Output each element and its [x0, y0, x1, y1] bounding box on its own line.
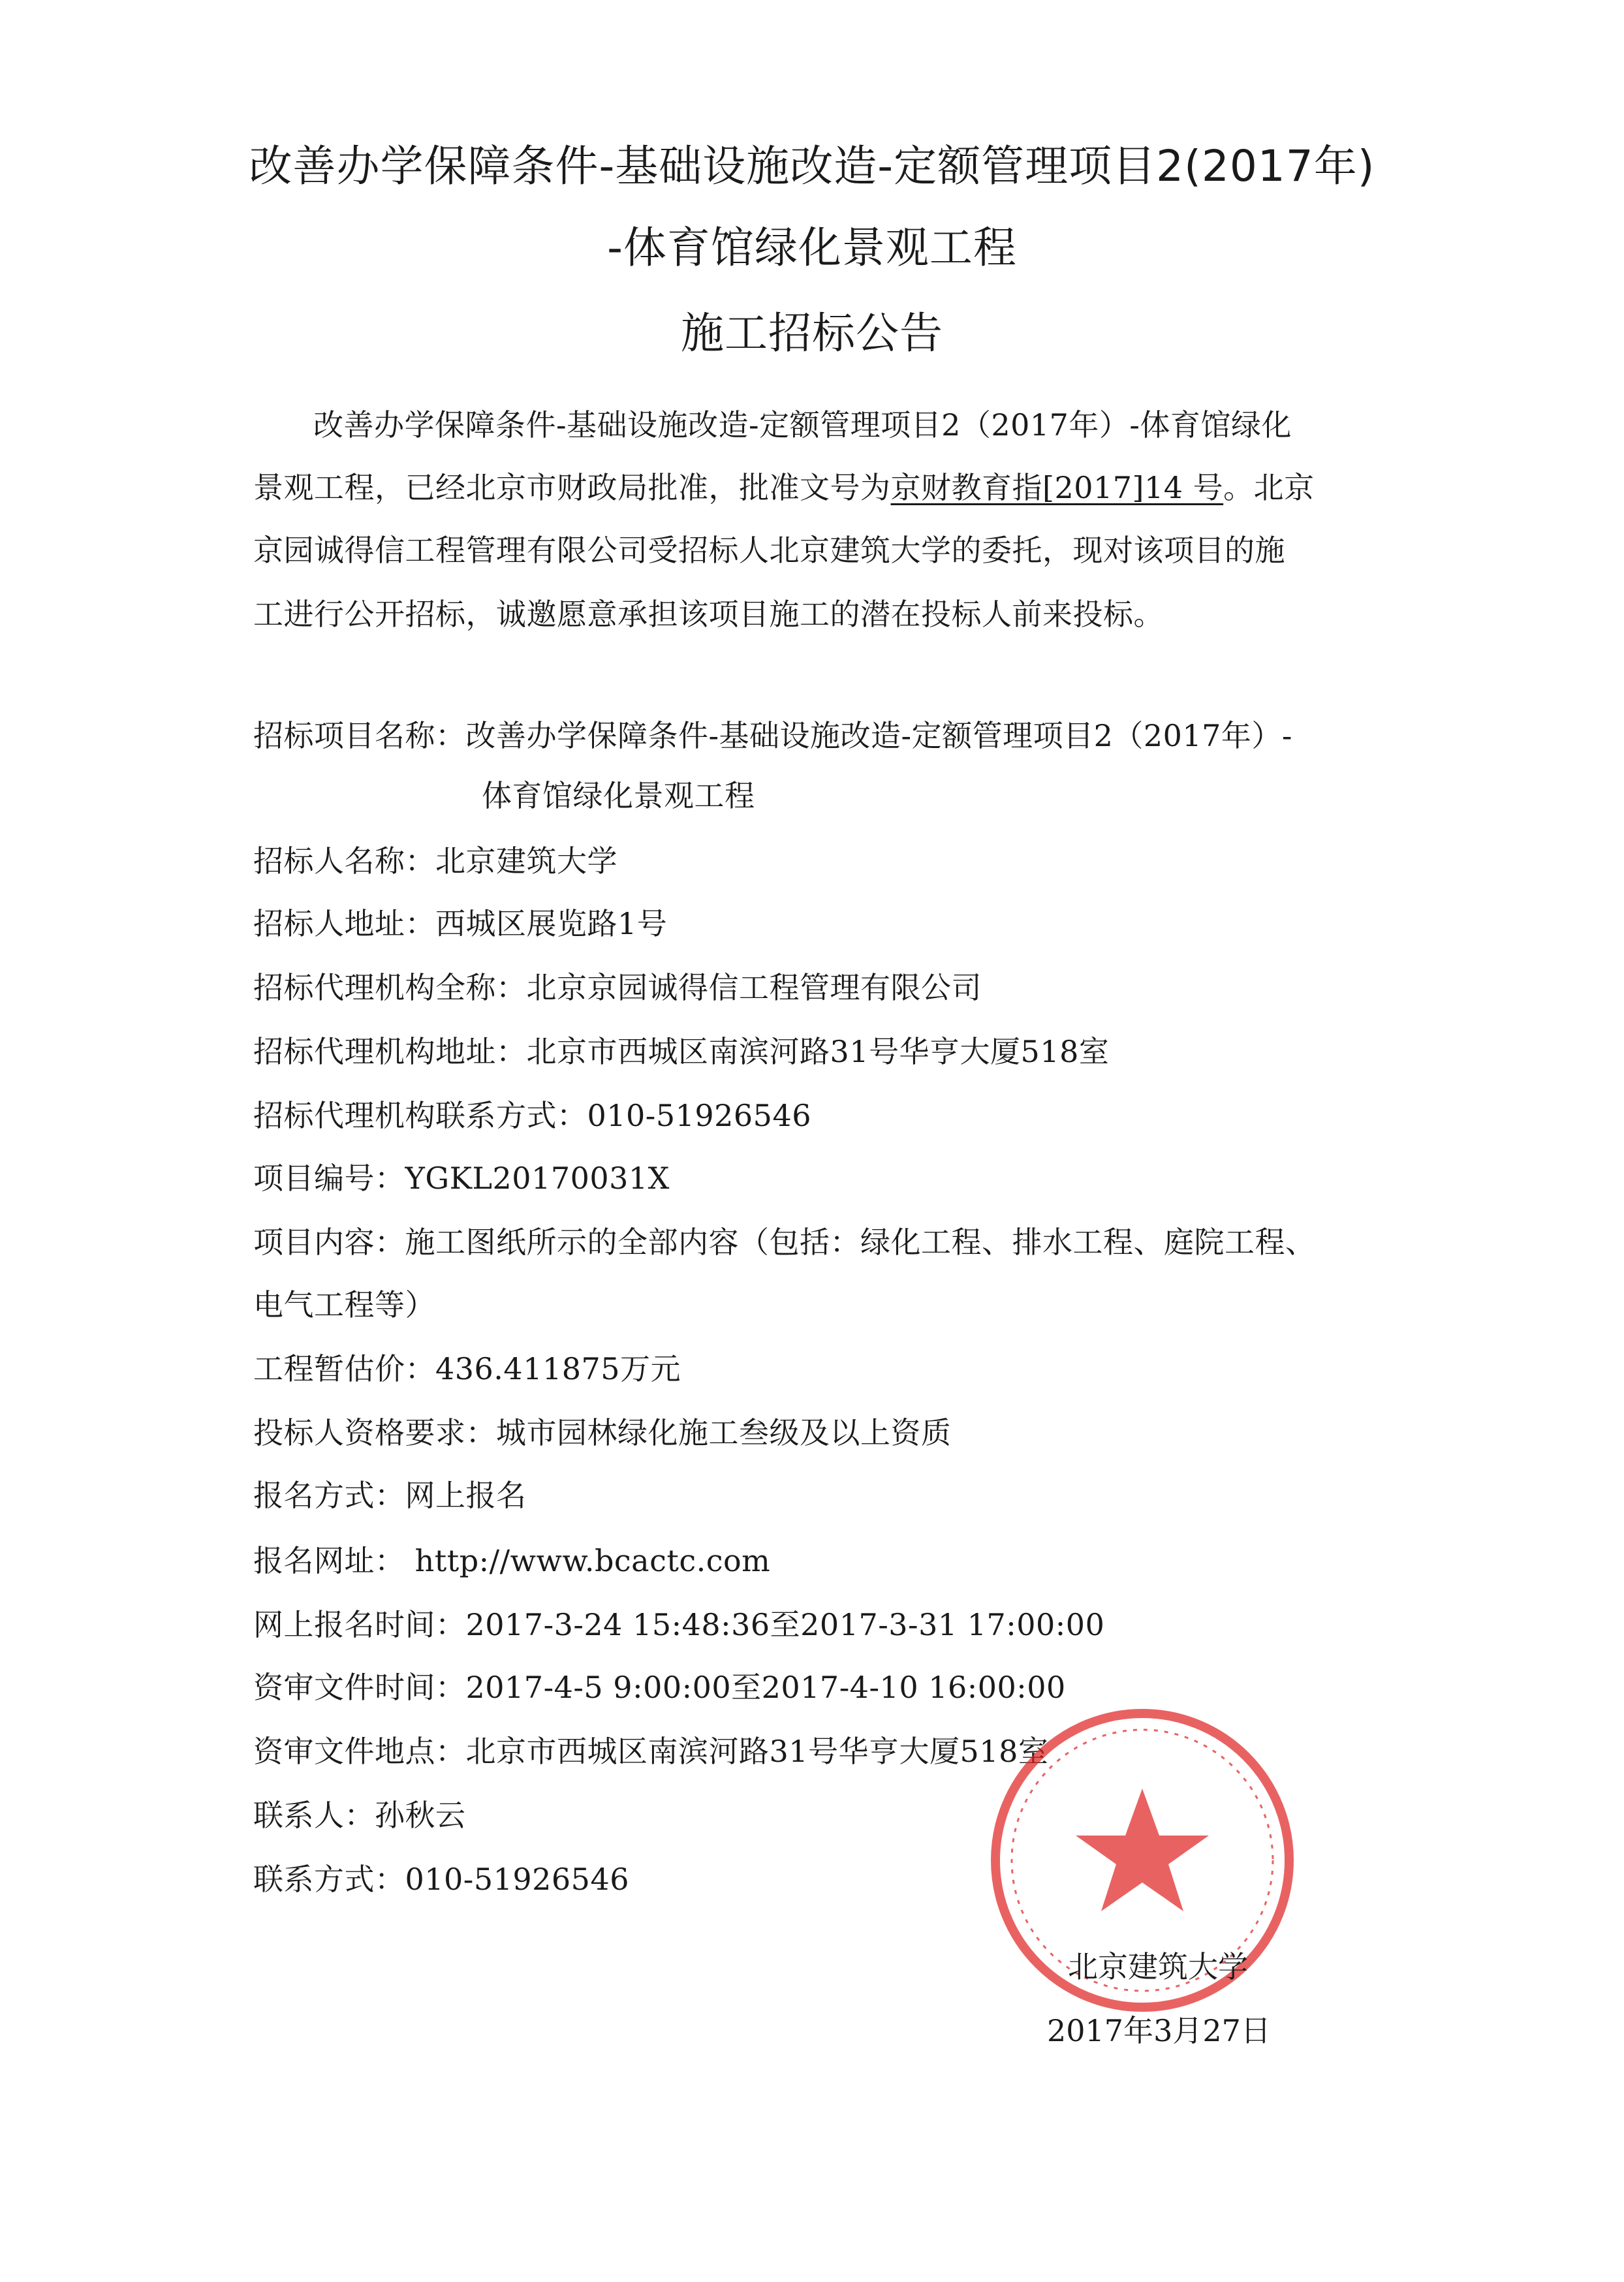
field-agency-name: 招标代理机构全称：北京京园诚得信工程管理有限公司: [253, 970, 982, 1005]
field-contact-person: 联系人：孙秋云: [253, 1798, 466, 1833]
intro-line-2: [253, 470, 1315, 505]
field-signup-method: 报名方式：网上报名: [253, 1478, 527, 1513]
seal-star-icon: [1076, 1789, 1209, 1911]
field-project-number: 项目编号：YGKL20170031X: [253, 1161, 670, 1196]
field-signup-url: 报名网址： http://www.bcactc.com: [253, 1543, 771, 1578]
approval-document-number: 京财教育指[2017]14 号: [890, 470, 1224, 505]
field-review-time: 资审文件时间：2017-4-5 9:00:00至2017-4-10 16:00:00: [253, 1670, 1066, 1705]
intro-line-2-text-b: 。北京: [1223, 470, 1315, 505]
intro-line-1: 改善办学保障条件-基础设施改造-定额管理项目2（2017年）-体育馆绿化: [313, 407, 1292, 443]
signature-date: 2017年3月27日: [1047, 2013, 1271, 2048]
field-project-name: 招标项目名称：改善办学保障条件-基础设施改造-定额管理项目2（2017年）-: [253, 718, 1292, 753]
field-project-content: 项目内容：施工图纸所示的全部内容（包括：绿化工程、排水工程、庭院工程、: [253, 1225, 1316, 1260]
signature-org: 北京建筑大学: [1068, 1949, 1248, 1984]
field-project-name-cont: 体育馆绿化景观工程: [482, 778, 755, 813]
field-contact-phone: 联系方式：010-51926546: [253, 1862, 629, 1897]
field-project-content-cont: 电气工程等）: [253, 1287, 435, 1322]
intro-line-2-text-a: 景观工程，已经北京市财政局批准，批准文号为: [253, 470, 891, 505]
title-line-2: -体育馆绿化景观工程: [607, 223, 1017, 273]
field-estimate: 工程暂估价：436.411875万元: [253, 1351, 681, 1386]
intro-line-4: 工进行公开招标，诚邀愿意承担该项目施工的潜在投标人前来投标。: [253, 597, 1164, 632]
field-agency-address: 招标代理机构地址：北京市西城区南滨河路31号华亨大厦518室: [253, 1034, 1110, 1069]
field-signup-time: 网上报名时间：2017-3-24 15:48:36至2017-3-31 17:00:00: [253, 1607, 1105, 1642]
field-review-place: 资审文件地点：北京市西城区南滨河路31号华亨大厦518室: [253, 1734, 1049, 1769]
field-tenderer-address: 招标人地址：西城区展览路1号: [253, 906, 668, 941]
field-tenderer-name: 招标人名称：北京建筑大学: [253, 843, 617, 879]
field-qualification: 投标人资格要求：城市园林绿化施工叁级及以上资质: [253, 1415, 952, 1450]
title-line-3: 施工招标公告: [681, 308, 943, 358]
title-line-1: 改善办学保障条件-基础设施改造-定额管理项目2(2017年): [249, 141, 1375, 191]
intro-line-3: 京园诚得信工程管理有限公司受招标人北京建筑大学的委托，现对该项目的施: [253, 533, 1285, 568]
field-agency-contact: 招标代理机构联系方式：010-51926546: [253, 1098, 811, 1133]
